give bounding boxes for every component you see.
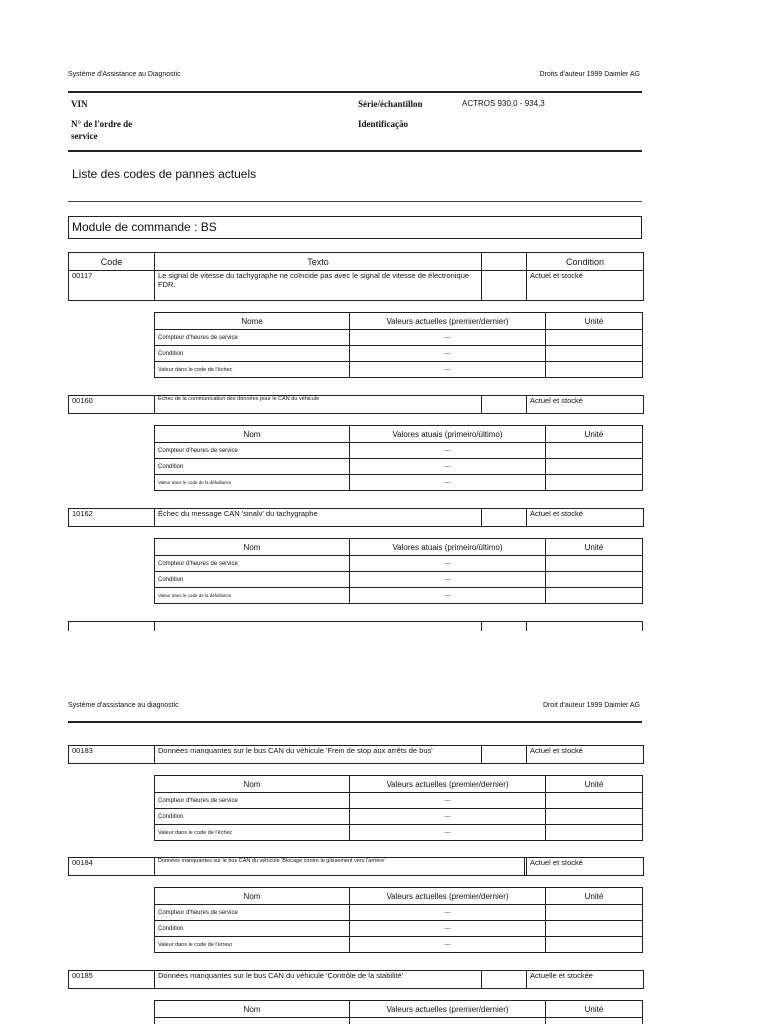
param-name: Condition: [155, 809, 350, 825]
fault-code: 10162: [69, 509, 155, 527]
list-title: Liste des codes de pannes actuels: [72, 167, 257, 181]
param-header-name: Nom: [155, 426, 350, 443]
param-value: ---: [350, 459, 546, 475]
param-header-name: Nom: [155, 1001, 350, 1018]
param-name: Condition: [155, 346, 350, 362]
param-table: [154, 538, 643, 604]
info-rule: [68, 150, 642, 152]
param-header-value: Valores atuais (primeiro/último): [350, 539, 546, 556]
fault-code: 00117: [69, 271, 155, 301]
vin-label: VIN: [71, 99, 88, 109]
param-table: [154, 1000, 643, 1024]
fault-row: [68, 270, 644, 301]
param-header-name: Nom: [155, 539, 350, 556]
fault-text: Échec de la communication des données pour le CAN du véhicule: [155, 396, 482, 414]
fault-condition: Actuel et stocké: [527, 396, 644, 414]
param-header-name: Nom: [155, 888, 350, 905]
param-header-unit: Unité: [546, 539, 643, 556]
param-table: [154, 312, 643, 378]
page2-header-right: Droit d'auteur 1999 Daimler AG: [542, 702, 640, 709]
param-header-value: Valores atuais (primeiro/último): [350, 426, 546, 443]
page2-header-rule: [68, 721, 642, 723]
param-table: [154, 425, 643, 491]
fault-condition: Actuel et stocké: [527, 858, 644, 876]
param-value: ---: [350, 556, 546, 572]
param-name: Compteur d'heures de service: [155, 556, 350, 572]
param-name: Compteur d'heures de service: [155, 793, 350, 809]
param-name: Condition: [155, 459, 350, 475]
param-name: Valeur dans le code de l'échec: [155, 362, 350, 378]
param-value: ---: [350, 921, 546, 937]
param-table-clip: [154, 1000, 643, 1024]
param-header-name: Nom: [155, 776, 350, 793]
col-code: Code: [69, 253, 155, 271]
page2-header-left: Système d'assistance au diagnostic: [68, 702, 179, 709]
param-table: [154, 775, 643, 841]
fault-text: Données manquantes sur le bus CAN du véhicule 'Blocage contre le glissement vers l'arrière': [155, 858, 525, 876]
param-name: Condition: [155, 921, 350, 937]
module-title: Module de commande : BS: [72, 220, 217, 234]
param-name: Valeur dans le code de l'erreur: [155, 937, 350, 953]
param-header-value: Valeurs actuelles (premier/dernier): [350, 888, 546, 905]
param-name: Condition: [155, 572, 350, 588]
fault-row: [68, 745, 644, 764]
fault-code: 00160: [69, 396, 155, 414]
fault-code: 00185: [69, 971, 155, 989]
ordre-label-1: N° de l'ordre de: [71, 119, 133, 129]
serie-label: Série/échantillon: [358, 99, 423, 109]
col-texto: Texto: [155, 253, 482, 271]
page1-cutoff-row: [68, 621, 643, 631]
fault-row: [68, 970, 644, 989]
fault-code: 00183: [69, 746, 155, 764]
param-name: Valeur dans le code de l'échec: [155, 825, 350, 841]
param-value: ---: [350, 330, 546, 346]
serie-value: ACTROS 930,0 - 934,3: [462, 99, 545, 108]
page1-header-left: Système d'Assistance au Diagnostic: [68, 71, 181, 78]
param-header-value: Valeurs actuelles (premier/dernier): [350, 1001, 546, 1018]
ident-label: Identificação: [358, 119, 408, 129]
param-name: Valeur dans le code de la défaillance: [155, 475, 350, 491]
page1-header-right: Droits d'auteur 1999 Daimler AG: [539, 71, 640, 78]
ordre-label-2: service: [71, 131, 98, 141]
fault-condition: Actuel et stocké: [527, 746, 644, 764]
param-value: ---: [350, 475, 546, 491]
fault-row: [68, 508, 644, 527]
param-header-name: Nome: [155, 313, 350, 330]
param-value: ---: [350, 362, 546, 378]
param-value: ---: [350, 809, 546, 825]
param-value: ---: [350, 443, 546, 459]
param-value: ---: [350, 572, 546, 588]
param-value: ---: [350, 588, 546, 604]
param-name: Compteur d'heures de service: [155, 330, 350, 346]
param-header-unit: Unité: [546, 776, 643, 793]
column-header-table: [68, 252, 644, 271]
param-header-unit: Unité: [546, 888, 643, 905]
fault-text: Données manquantes sur le bus CAN du véhicule 'Frein de stop aux arrêts de bus': [155, 746, 482, 764]
fault-text: Le signal de vitesse du tachygraphe ne coïncide pas avec le signal de vitesse de électronique FDR.: [155, 271, 482, 301]
param-header-unit: Unité: [546, 426, 643, 443]
param-value: ---: [350, 905, 546, 921]
fault-text: Données manquantes sur le bus CAN du véhicule 'Contrôle de la stabilité': [155, 971, 482, 989]
title-rule: [68, 201, 642, 202]
module-box: [68, 216, 642, 239]
fault-condition: Actuelle et stockée: [527, 971, 644, 989]
param-name: Compteur d'heures de service: [155, 905, 350, 921]
fault-row: [68, 857, 644, 876]
param-value: ---: [350, 346, 546, 362]
param-name: Valeur dans le code de la défaillance: [155, 588, 350, 604]
fault-condition: Actuel et stocké: [527, 271, 644, 301]
param-value: ---: [350, 937, 546, 953]
param-header-unit: Unité: [546, 313, 643, 330]
param-value: ---: [350, 793, 546, 809]
header-rule: [68, 91, 642, 93]
fault-text: Échec du message CAN 'sinalv' du tachygraphe: [155, 509, 482, 527]
col-condition: Condition: [527, 253, 644, 271]
fault-condition: Actuel et stocké: [527, 509, 644, 527]
param-name: Compteur d'heures de service: [155, 443, 350, 459]
fault-row: [68, 395, 644, 414]
param-header-value: Valeurs actuelles (premier/dernier): [350, 776, 546, 793]
param-value: ---: [350, 825, 546, 841]
param-header-unit: Unité: [546, 1001, 643, 1018]
param-header-value: Valeurs actuelles (premier/dernier): [350, 313, 546, 330]
param-table: [154, 887, 643, 953]
fault-code: 00184: [69, 858, 155, 876]
